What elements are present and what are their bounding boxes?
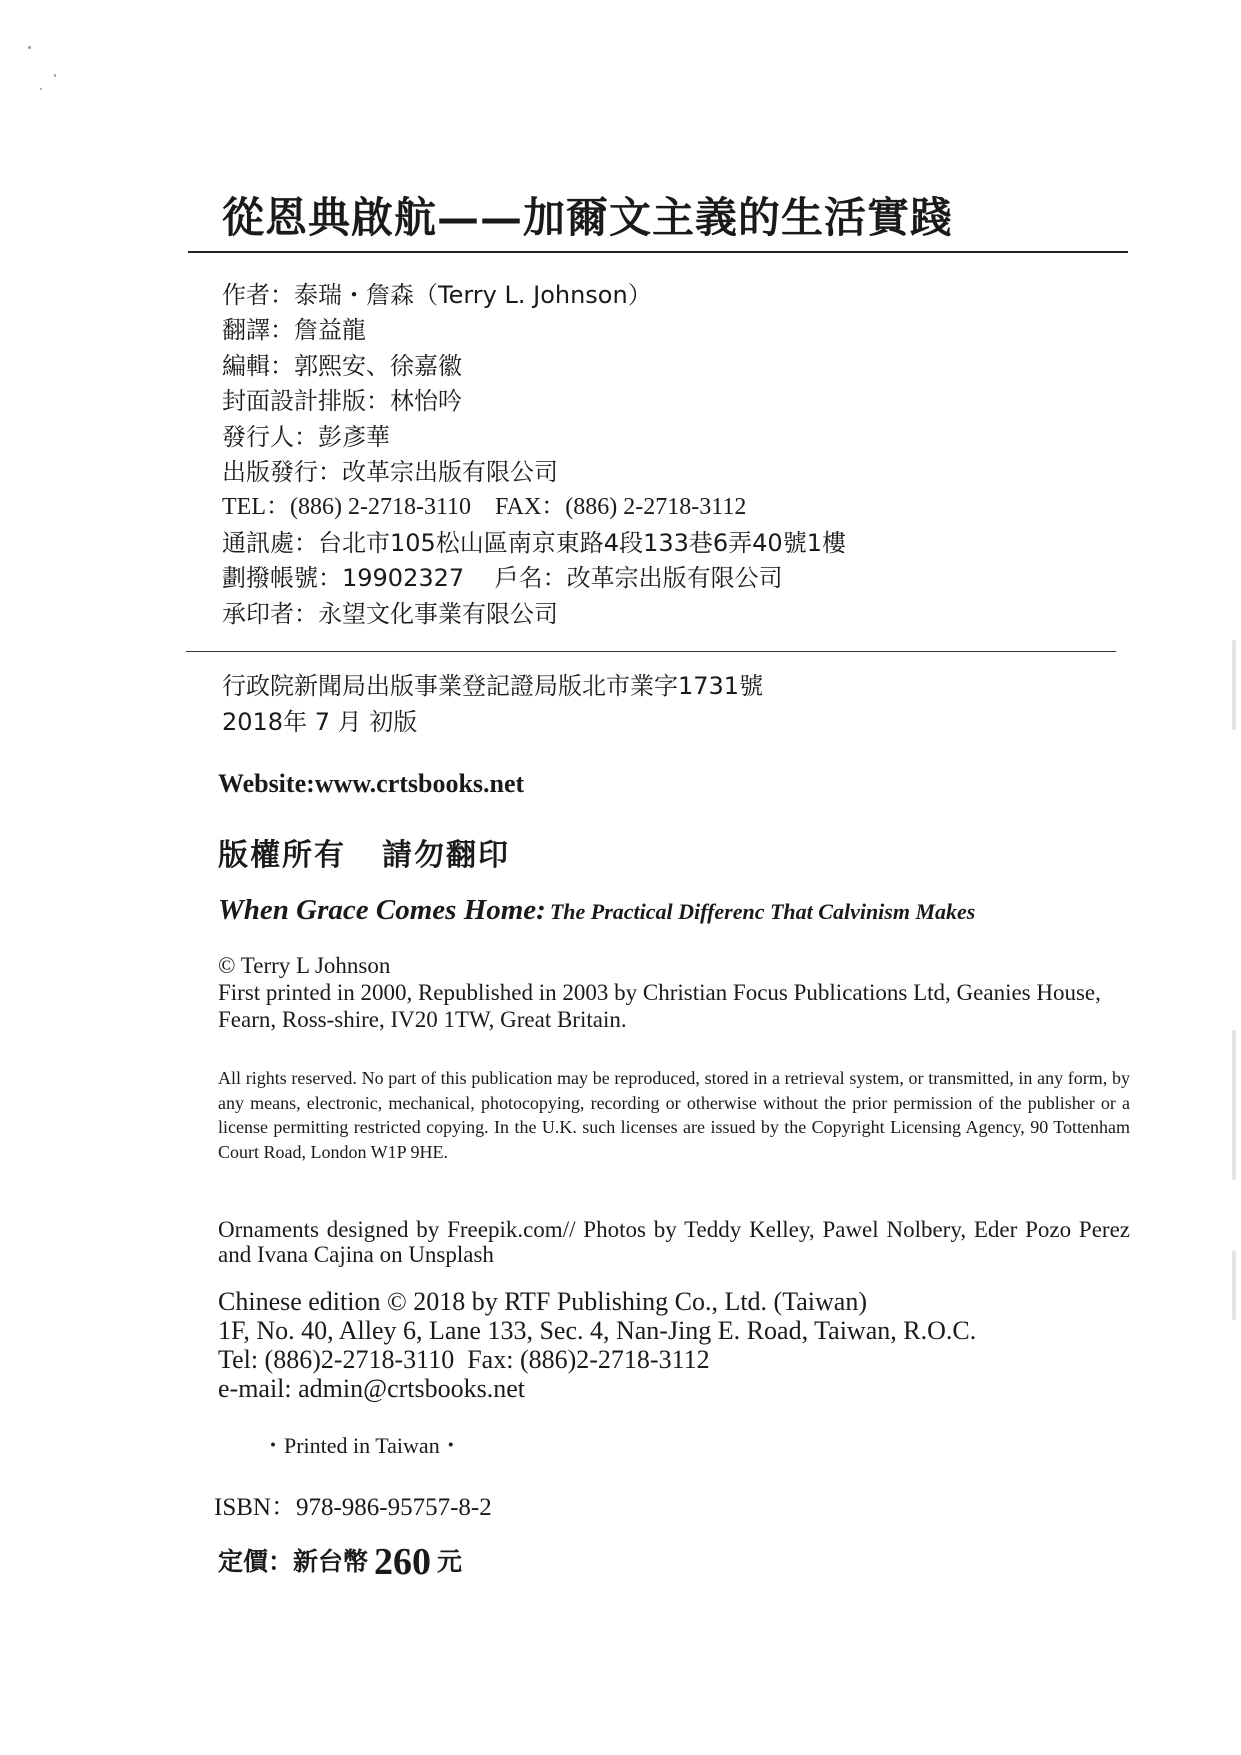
- legal-notice: All rights reserved. No part of this publication may be reproduced, stored in a retrieval system, or transmitted, in any form, by any means, electronic, mechanical, photocopying, recording or otherwise without the prior permission of the publisher or a license permitting restricted copying. In the U.K. such licenses are issued by the Copyright Licensing Agency, 90 Tottenham Court Road, London W1P 9HE.: [218, 1068, 1130, 1162]
- license-line: 行政院新聞局出版事業登記證局版北市業字1731號: [222, 672, 764, 700]
- address-line: 通訊處：台北市105松山區南京東路4段133巷6弄40號1樓: [222, 528, 846, 557]
- rights-reserved-zh-part1: 版權所有: [218, 838, 346, 873]
- registration-block: [222, 668, 763, 740]
- rights-reserved-zh: [218, 830, 510, 874]
- editors-line: 編輯：郭熙安、徐嘉徽: [222, 351, 462, 380]
- price-amount: 260: [374, 1541, 432, 1583]
- translator-line: 翻譯：詹益龍: [222, 316, 366, 345]
- chinese-edition-line-4: e-mail: admin@crtsbooks.net: [218, 1374, 525, 1403]
- price-unit: 元: [437, 1547, 463, 1576]
- credits-rule: [186, 651, 1116, 652]
- chinese-edition-line-1: Chinese edition © 2018 by RTF Publishing Co., Ltd. (Taiwan): [218, 1287, 868, 1316]
- original-title-main: When Grace Comes Home:: [218, 894, 546, 926]
- postal-account-line: 劃撥帳號：19902327 戶名：改革宗出版有限公司: [222, 564, 783, 593]
- book-title-zh: 從恩典啟航——加爾文主義的生活實踐: [222, 193, 954, 242]
- copyright-block: [218, 952, 1128, 1033]
- edition-line: 2018年 7 月 初版: [222, 708, 418, 736]
- credits-block: [222, 278, 846, 632]
- printer-line: 承印者：永望文化事業有限公司: [222, 599, 558, 628]
- original-title: [218, 894, 975, 927]
- printed-in-line: ・Printed in Taiwan・: [262, 1433, 462, 1458]
- ornaments-credit: Ornaments designed by Freepik.com// Photos by Teddy Kelley, Pawel Nolbery, Eder Pozo Perez and Ivana Cajina on Unsplash: [218, 1217, 1130, 1267]
- scan-edge-mark: [1232, 1030, 1236, 1180]
- tel-fax-line: TEL：(886) 2-2718-3110 FAX：(886) 2-2718-3112: [222, 494, 747, 521]
- isbn-line: ISBN：978-986-95757-8-2: [214, 1494, 492, 1521]
- chinese-edition-line-3: Tel: (886)2-2718-3110 Fax: (886)2-2718-3112: [218, 1345, 710, 1374]
- publisher-line: 出版發行：改革宗出版有限公司: [222, 458, 558, 487]
- scan-edge-mark: [1232, 640, 1236, 730]
- original-title-subtitle: The Practical Differenc That Calvinism Makes: [549, 899, 976, 924]
- chinese-edition-line-2: 1F, No. 40, Alley 6, Lane 133, Sec. 4, Nan-Jing E. Road, Taiwan, R.O.C.: [218, 1316, 977, 1345]
- scan-speck: [28, 46, 31, 49]
- publisher-person-line: 發行人：彭彥華: [222, 422, 390, 451]
- rights-reserved-zh-part2: 請勿翻印: [382, 838, 510, 873]
- website-line: Website:www.crtsbooks.net: [218, 769, 525, 798]
- scan-speck: [40, 88, 42, 90]
- scan-edge-mark: [1232, 1250, 1236, 1320]
- chinese-edition-block: [218, 1287, 1130, 1403]
- copyright-holder: © Terry L Johnson: [218, 953, 391, 978]
- title-rule: [188, 251, 1128, 253]
- design-line: 封面設計排版：林怡吟: [222, 387, 462, 416]
- author-line: 作者：泰瑞・詹森（Terry L. Johnson）: [222, 281, 652, 309]
- price-label: 定價：新台幣: [218, 1547, 369, 1576]
- price-line: [218, 1540, 462, 1584]
- scan-speck: [54, 74, 56, 77]
- copyright-history: First printed in 2000, Republished in 2003 by Christian Focus Publications Ltd, Geanies House, Fearn, Ross-shire, IV20 1TW, Great Britain.: [218, 980, 1101, 1032]
